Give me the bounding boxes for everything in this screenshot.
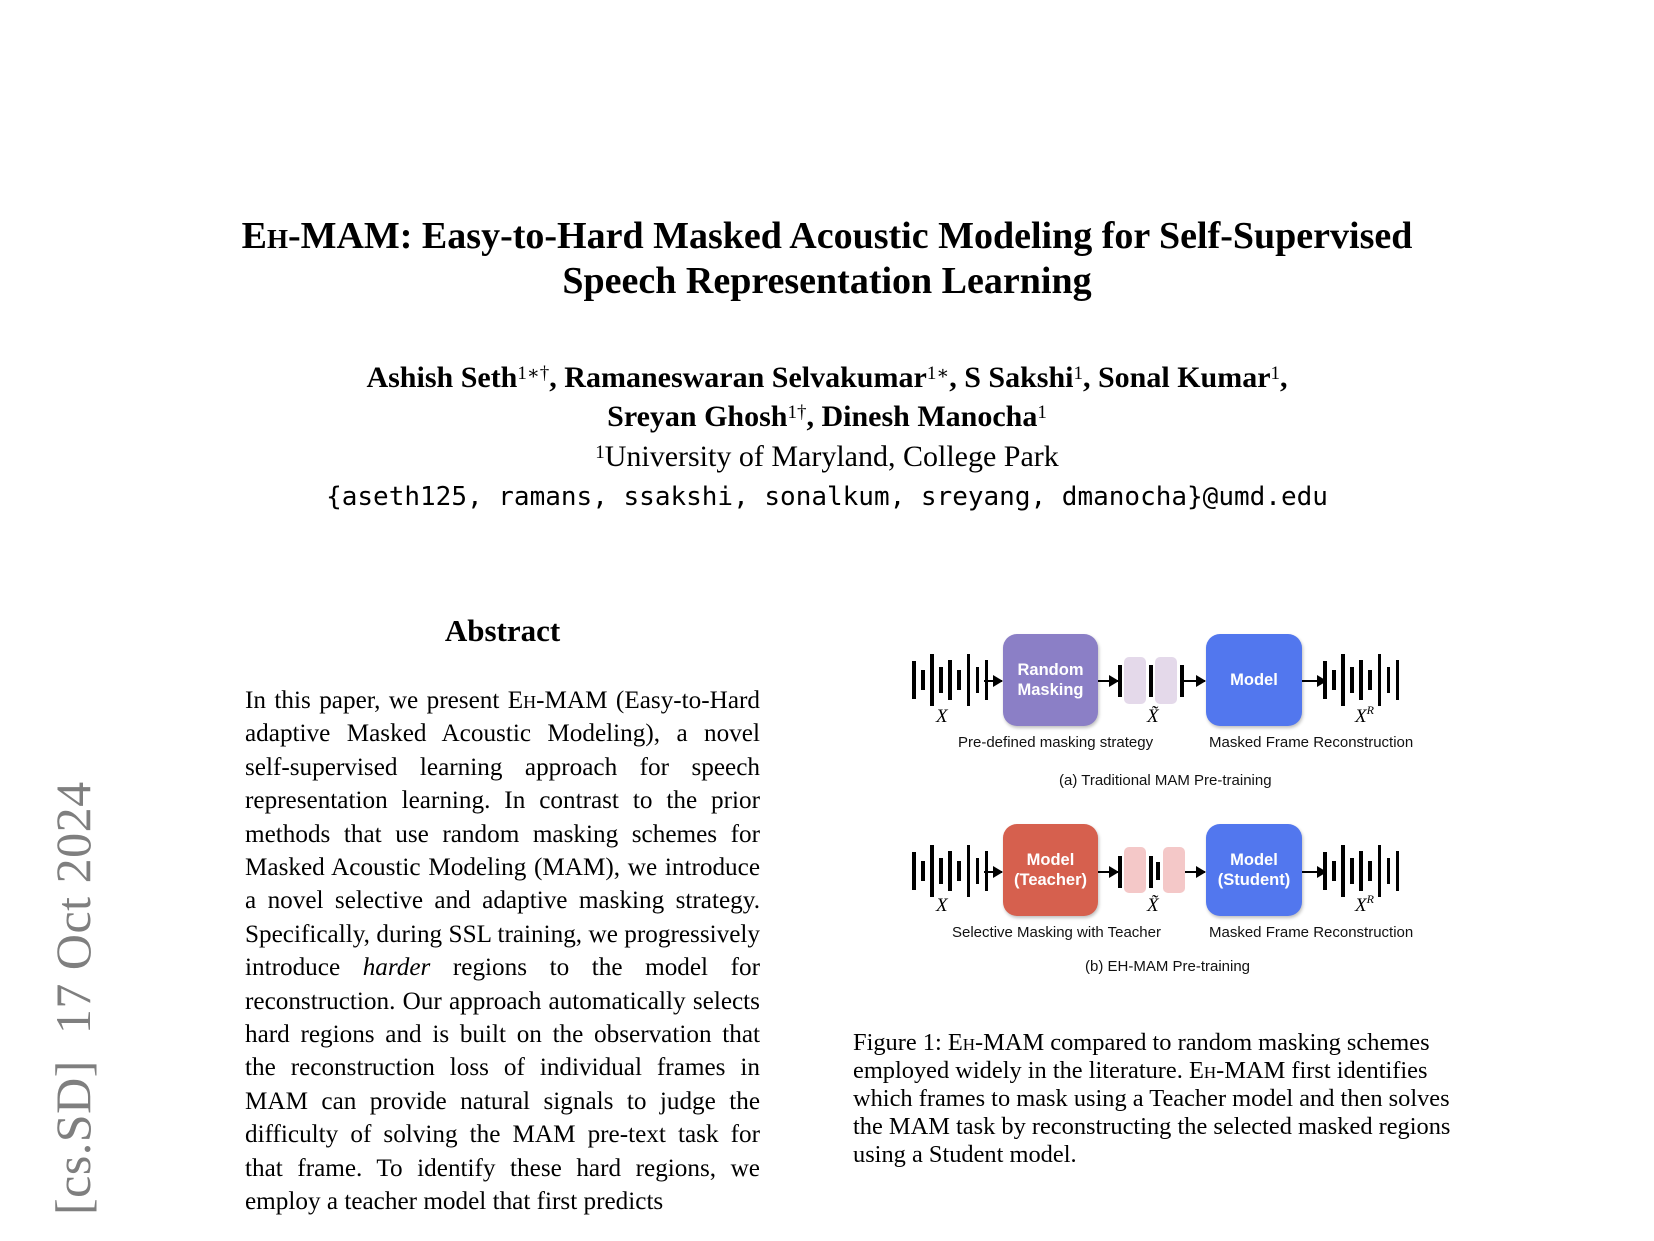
masked-frame-block	[1155, 657, 1177, 704]
title-smallcaps: Eh	[241, 215, 288, 257]
arrow-icon	[984, 871, 1002, 873]
masked-symbol: X̃	[1147, 706, 1159, 727]
output-symbol-base: X	[1355, 706, 1367, 727]
output-waveform-icon	[1323, 650, 1405, 710]
author-name: Ramaneswaran Selvakumar	[564, 361, 927, 394]
output-symbol-base: X	[1355, 895, 1367, 916]
arrow-icon	[1183, 680, 1205, 682]
author-name: Ashish Seth	[366, 361, 518, 394]
figure-1-caption	[853, 1029, 1465, 1169]
masked-frame-block	[1124, 657, 1146, 704]
paper-title-line-2: Speech Representation Learning	[562, 260, 1092, 302]
student-model-box	[1206, 824, 1302, 916]
input-waveform-icon	[912, 650, 994, 710]
author-mark: 1†	[787, 402, 807, 423]
author-mark: 1∗†	[517, 363, 550, 384]
input-symbol: X	[936, 895, 948, 916]
random-masking-box	[1003, 634, 1098, 726]
author-name: Sonal Kumar	[1097, 361, 1271, 394]
caption-text: -MAM first identifies which frames to mask using a Teacher model and then solves the MAM task by reconstructing the selected masked regions using a Student model.	[853, 1057, 1451, 1168]
caption-smallcaps: Eh	[1188, 1057, 1217, 1084]
arxiv-date: 17 Oct 2024	[45, 781, 101, 1035]
label-masked-reconstruction: Masked Frame Reconstruction	[1209, 734, 1414, 751]
author-mark: 1∗	[926, 363, 950, 384]
frame-bar	[1118, 856, 1122, 888]
output-waveform-icon	[1323, 841, 1405, 901]
abstract-text: In this paper, we present	[245, 687, 508, 714]
abstract-text: -MAM (Easy-to-Hard adaptive Masked Acoustic Modeling), a novel self-supervised learning approach for speech representation learning. In contrast to the prior methods that use random masking schemes for Masked Acoustic Modeling (MAM), we introduce a novel selective and adaptive masking strategy. Specifically, during SSL training, we progressively introduce	[245, 687, 761, 982]
abstract-italic: harder	[362, 954, 431, 982]
frame-bar	[1156, 862, 1160, 880]
abstract-heading: Abstract	[444, 613, 561, 648]
caption-prefix: Figure 1:	[853, 1029, 948, 1056]
output-symbol-sup: R	[1366, 703, 1374, 717]
frame-bar	[1118, 665, 1122, 697]
author-mark: 1	[1037, 402, 1047, 423]
subcaption-b: (b) EH-MAM Pre-training	[1085, 958, 1251, 975]
box-label	[1014, 850, 1087, 890]
output-symbol	[1355, 703, 1374, 728]
teacher-model-box	[1003, 824, 1098, 916]
abstract-smallcaps: Eh	[507, 687, 537, 714]
author-line-2: Sreyan Ghosh$^{1\dagger}$, Dinesh Manocha$^1$	[607, 400, 1047, 433]
label-predefined-masking: Pre-defined masking strategy	[958, 734, 1154, 751]
output-symbol-sup: R	[1366, 892, 1374, 906]
box-label	[1218, 850, 1290, 890]
frame-bar	[1149, 665, 1153, 697]
subcaption-a: (a) Traditional MAM Pre-training	[1059, 772, 1272, 789]
caption-smallcaps: Eh	[947, 1029, 976, 1056]
input-symbol: X	[936, 706, 948, 727]
author-mark: 1	[1270, 363, 1281, 384]
title-rest: -MAM: Easy-to-Hard Masked Acoustic Modeling for Self-Supervised	[287, 215, 1413, 257]
output-symbol	[1355, 892, 1374, 917]
arrow-icon	[1098, 680, 1118, 682]
label-masked-reconstruction: Masked Frame Reconstruction	[1209, 924, 1414, 941]
box-label-line: (Student)	[1217, 871, 1291, 889]
box-label-line: Model	[1026, 851, 1075, 869]
affiliation-mark: 1	[595, 442, 605, 463]
author-emails[interactable]: {aseth125, ramans, ssakshi, sonalkum, sreyang, dmanocha}@umd.edu	[326, 482, 1328, 512]
input-waveform-icon	[912, 841, 994, 901]
frame-bar	[1149, 856, 1153, 888]
arrow-icon	[1185, 871, 1205, 873]
arrow-icon	[1098, 871, 1118, 873]
author-name: Dinesh Manocha	[821, 400, 1038, 433]
masked-symbol: X̃	[1147, 895, 1159, 916]
abstract-text: regions to the model for reconstruction. Our approach automatically selects hard regions and is built on the observation that the reconstruction loss of individual frames in MAM can provide natural signals to judge the difficulty of solving the MAM pre-text task for that frame. To identify these hard regions, we employ a teacher model that first predicts	[245, 954, 760, 1216]
model-box: Model	[1206, 634, 1302, 726]
box-label: Random Masking	[1017, 661, 1084, 699]
masked-frame-block	[1124, 847, 1146, 893]
box-label-line: Model	[1230, 851, 1278, 869]
affiliation-text: University of Maryland, College Park	[604, 440, 1059, 473]
masked-frame-block	[1163, 847, 1185, 893]
arrow-icon	[984, 680, 1002, 682]
arxiv-category: [cs.SD]	[45, 1060, 101, 1215]
label-selective-masking: Selective Masking with Teacher	[952, 924, 1161, 941]
author-line-1: Ashish Seth$^{1∗\dagger}$, Ramaneswaran Selvakumar$^{1∗}$, S Sakshi$^1$, Sonal Kumar$^1$,	[366, 361, 1288, 394]
author-name: S Sakshi	[964, 361, 1074, 394]
author-name: Sreyan Ghosh	[607, 400, 788, 433]
box-label-line: (Teacher)	[1013, 871, 1088, 889]
author-mark: 1	[1073, 363, 1083, 384]
caption-text: -MAM compared to random masking schemes employed widely in the literature.	[853, 1029, 1430, 1084]
